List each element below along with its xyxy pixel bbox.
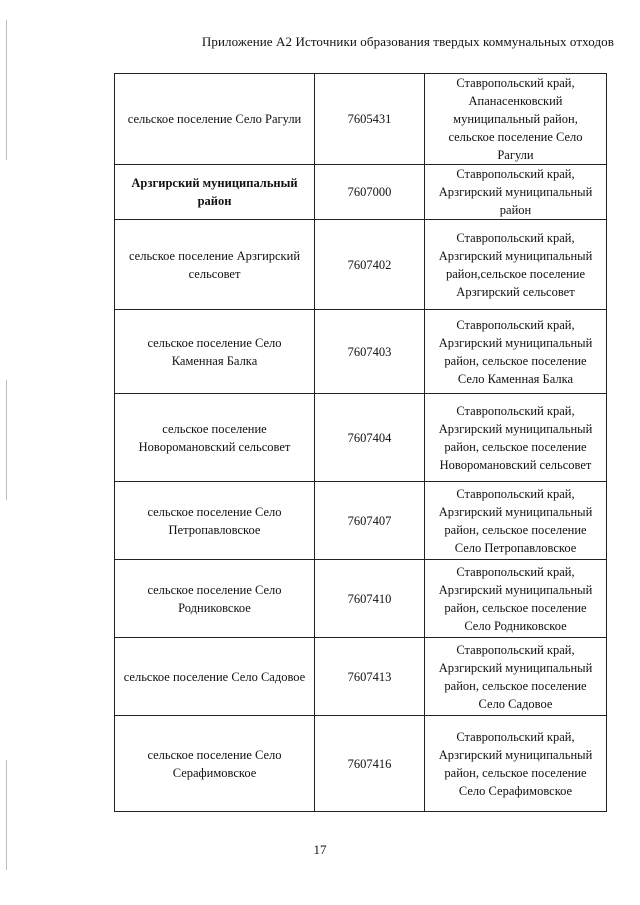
table-row	[115, 310, 607, 394]
location-cell: Ставропольский край, Арзгирский муниципальный район, сельское поселение Новоромановский сельсовет	[425, 394, 607, 482]
location-cell: Ставропольский край, Арзгирский муниципальный район	[425, 165, 607, 220]
oktmo-code-cell: 7607416	[315, 716, 425, 812]
oktmo-code-cell: 7607000	[315, 165, 425, 220]
settlement-name-cell: сельское поселение Село Родниковское	[115, 560, 315, 638]
location-cell: Ставропольский край, Арзгирский муниципальный район, сельское поселение Село Садовое	[425, 638, 607, 716]
settlement-name-cell: сельское поселение Арзгирский сельсовет	[115, 220, 315, 310]
table-row	[115, 394, 607, 482]
settlement-name-cell: сельское поселение Новоромановский сельсовет	[115, 394, 315, 482]
location-cell: Ставропольский край, Арзгирский муниципальный район, сельское поселение Село Петропавловское	[425, 482, 607, 560]
location-cell: Ставропольский край, Апанасенковский муниципальный район, сельское поселение Село Рагули	[425, 74, 607, 165]
page-number: 17	[313, 842, 327, 857]
location-cell: Ставропольский край, Арзгирский муниципальный район, сельское поселение Село Родниковское	[425, 560, 607, 638]
oktmo-code-cell: 7607407	[315, 482, 425, 560]
table-row	[115, 165, 607, 220]
oktmo-code-cell: 7607413	[315, 638, 425, 716]
scan-edge-mark	[6, 20, 7, 160]
location-cell: Ставропольский край, Арзгирский муниципальный район,сельское поселение Арзгирский сельсовет	[425, 220, 607, 310]
table-row	[115, 482, 607, 560]
oktmo-code-cell: 7607403	[315, 310, 425, 394]
table-row	[115, 220, 607, 310]
settlement-name-cell: сельское поселение Село Каменная Балка	[115, 310, 315, 394]
table-row	[115, 716, 607, 812]
table-row	[115, 74, 607, 165]
settlement-name-cell: сельское поселение Село Петропавловское	[115, 482, 315, 560]
oktmo-code-cell: 7605431	[315, 74, 425, 165]
location-cell: Ставропольский край, Арзгирский муниципальный район, сельское поселение Село Серафимовское	[425, 716, 607, 812]
table-row	[115, 560, 607, 638]
settlement-name-cell: сельское поселение Село Серафимовское	[115, 716, 315, 812]
oktmo-code-cell: 7607402	[315, 220, 425, 310]
table-row	[115, 638, 607, 716]
sources-table	[114, 73, 607, 812]
location-cell: Ставропольский край, Арзгирский муниципальный район, сельское поселение Село Каменная Балка	[425, 310, 607, 394]
oktmo-code-cell: 7607404	[315, 394, 425, 482]
scan-edge-mark	[6, 380, 7, 500]
oktmo-code-cell: 7607410	[315, 560, 425, 638]
settlement-name-cell: сельское поселение Село Рагули	[115, 74, 315, 165]
settlement-name-cell: сельское поселение Село Садовое	[115, 638, 315, 716]
page-header-title: Приложение А2 Источники образования твердых коммунальных отходов	[201, 34, 614, 49]
settlement-name-cell: Арзгирский муниципальный район	[115, 165, 315, 220]
